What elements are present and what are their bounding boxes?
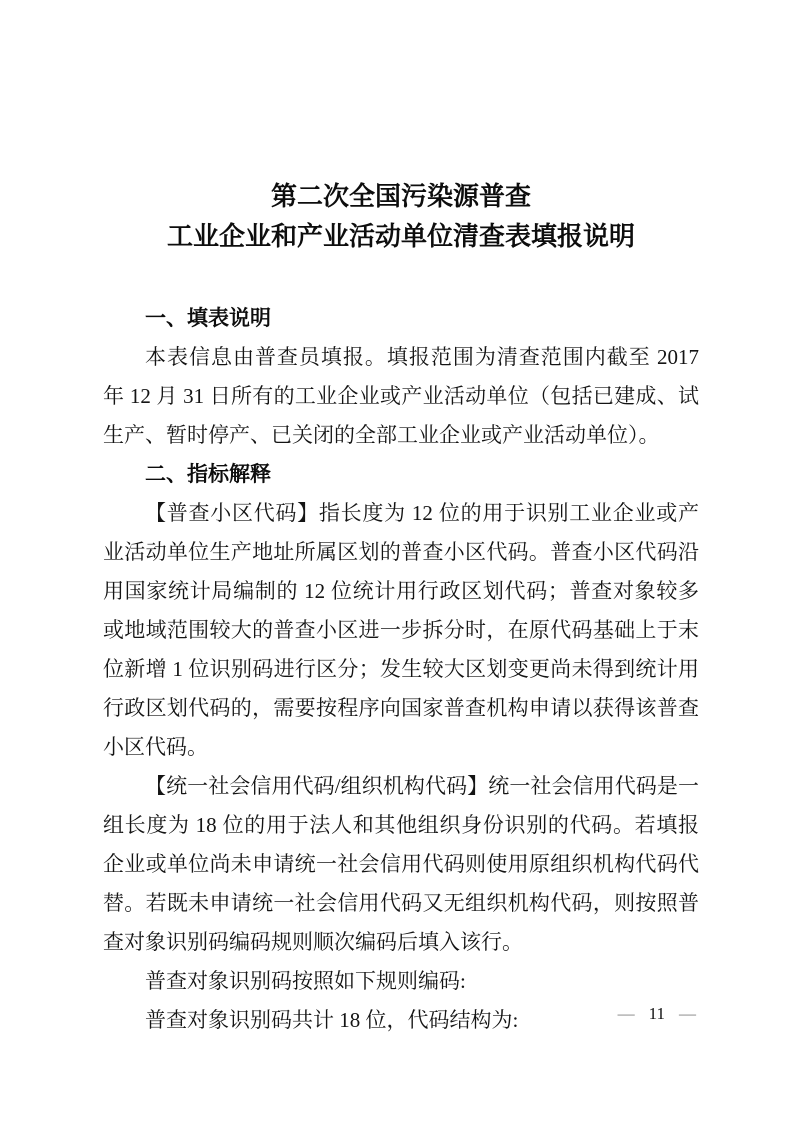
page-footer: [618, 1002, 696, 1026]
section-1-heading: 一、填表说明: [145, 307, 271, 330]
document-content: [103, 176, 699, 1040]
footer-dash-right: —: [679, 1004, 696, 1023]
page-number: 11: [648, 1004, 665, 1023]
section-2-paragraph-2: 【统一社会信用代码/组织机构代码】统一社会信用代码是一组长度为 18 位的用于法人和其他组织身份识别的代码。若填报企业或单位尚未申请统一社会信用代码则使用原组织机构代码代替。若既未申请统一社会信用代码又无组织机构代码，则按照普查对象识别码编码规则顺次编码后填入该行。: [103, 774, 699, 954]
document-title-line-1: 第二次全国污染源普查: [270, 181, 531, 211]
section-2-paragraph-1: 【普查小区代码】指长度为 12 位的用于识别工业企业或产业活动单位生产地址所属区划的普查小区代码。普查小区代码沿用国家统计局编制的 12 位统计用行政区划代码；普查对象较多或地域范围较大的普查小区进一步拆分时，在原代码基础上于末位新增 1 位识别码进行区分；发生较大区划变更尚未得到统计用行政区划代码的，需要按程序向国家普查机构申请以获得该普查小区代码。: [103, 501, 699, 759]
document-body: [103, 299, 699, 1040]
document-title-line-2: 工业企业和产业活动单位清查表填报说明: [166, 221, 635, 251]
section-2-heading: 二、指标解释: [145, 463, 271, 486]
section-2-paragraph-3: 普查对象识别码按照如下规则编码:: [145, 969, 466, 993]
section-2-paragraph-4: 普查对象识别码共计 18 位，代码结构为:: [145, 1008, 519, 1032]
footer-dash-left: —: [617, 1004, 635, 1023]
section-1-paragraph-1: 本表信息由普查员填报。填报范围为清查范围内截至 2017 年 12 月 31 日所有的工业企业或产业活动单位（包括已建成、试生产、暂时停产、已关闭的全部工业企业或产业活动单位）。: [103, 345, 699, 447]
document-title: [103, 176, 699, 256]
